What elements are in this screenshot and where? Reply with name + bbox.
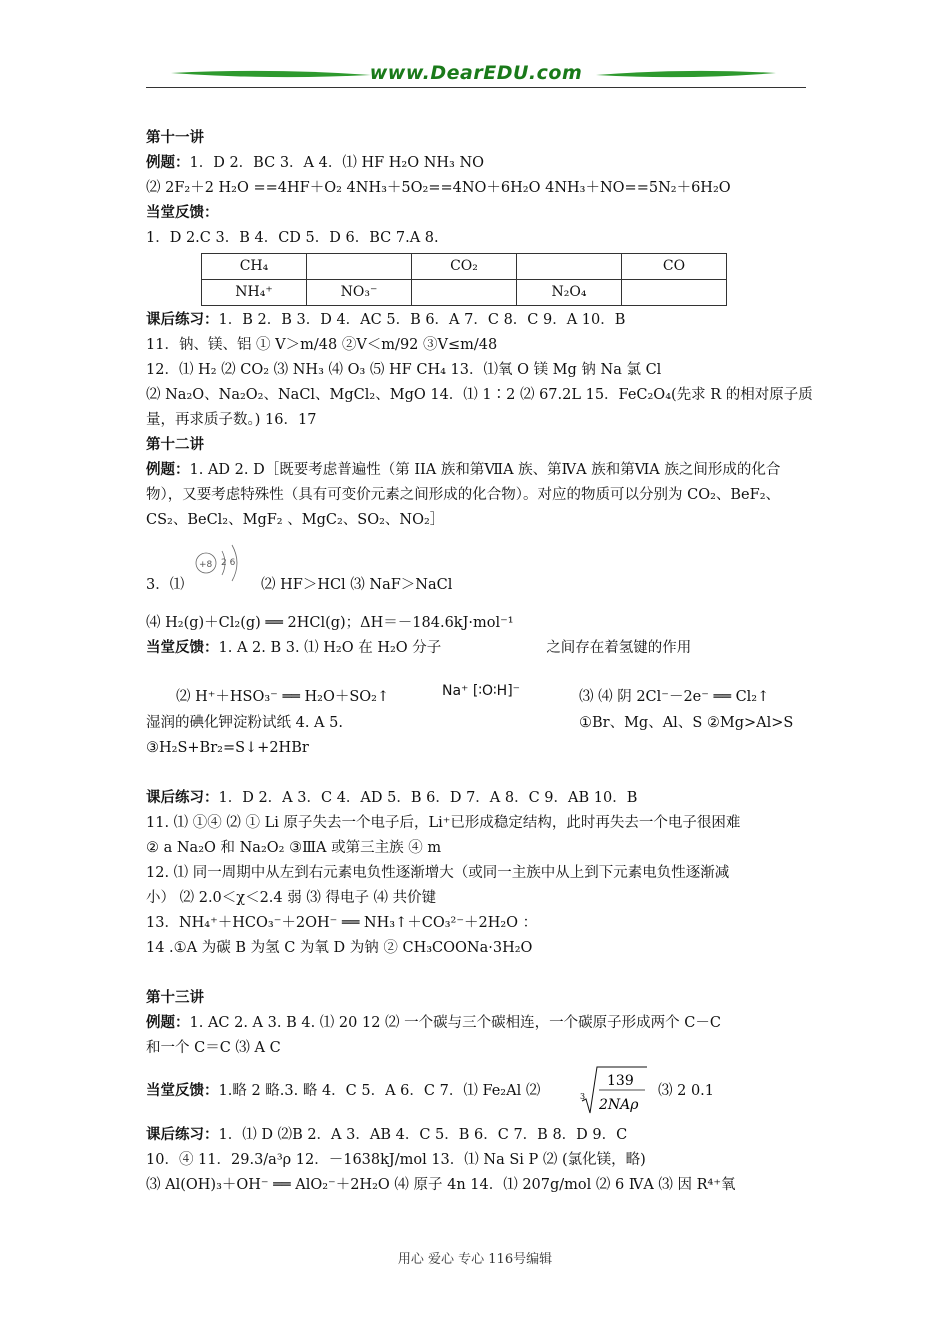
feedback-text: 湿润的碘化钾淀粉试纸 4. A 5. (146, 715, 343, 731)
header-rule (146, 87, 806, 88)
right-swoosh-decoration (596, 70, 776, 80)
examples-label: 例题： (146, 155, 190, 171)
homework-label: 课后练习： (146, 790, 219, 806)
feedback-text: 1. A 2. B 3. ⑴ H₂O 在 H₂O 分子 (218, 640, 442, 656)
feedback-electrolysis: ⑶ ⑷ 阴 2Cl⁻－2e⁻ ══ Cl₂↑ (579, 689, 770, 705)
homework-line: 11. ⑴ ①④ ⑵ ① Li 原子失去一个电子后，Li⁺已形成稳定结构，此时再失去一个电子很困难 (146, 815, 741, 831)
lecture11-examples-cont: ⑵ 2F₂＋2 H₂O ==4HF＋O₂ 4NH₃＋5O₂==4NO＋6H₂O 4NH₃＋NO==5N₂＋6H₂O (146, 180, 731, 196)
homework-line: 量，再求质子数。) 16．17 (146, 412, 317, 428)
homework-line: 14 .①A 为碳 B 为氢 C 为氧 D 为钠 ② CH₃COONa·3H₂O (146, 940, 533, 956)
feedback-row-3 (146, 711, 808, 736)
homework-text: 1．B 2．B 3．D 4．AC 5．B 6．A 7．C 8．C 9．A 10．B (218, 312, 626, 328)
homework-label: 课后练习： (146, 312, 219, 328)
homework-line: 13．NH₄⁺＋HCO₃⁻＋2OH⁻ ══ NH₃↑＋CO₃²⁻＋2H₂O ： (146, 915, 538, 931)
site-logo: www.DearEDU.com (369, 62, 583, 84)
lecture12-feedback (146, 636, 808, 661)
example3-rest: ⑵ HF＞HCl ⑶ NaF＞NaCl (261, 577, 453, 593)
electron-shell-label: 2 6 (221, 558, 236, 568)
homework-label: 课后练习： (146, 1127, 219, 1143)
lecture12-examples (146, 458, 808, 533)
feedback-tail: ⑶ 2 0.1 (658, 1083, 715, 1099)
lecture11-title: 第十一讲 (146, 130, 204, 146)
table-cell: CO (622, 254, 727, 280)
lecture13-examples (146, 1011, 808, 1036)
homework-line: 12. ⑴ 同一周期中从左到右元素电负性逐渐增大（或同一主族中从上到下元素电负性逐渐减 (146, 865, 730, 881)
table-cell: NH₄⁺ (202, 280, 307, 306)
examples-text: 1. AC 2. A 3. B 4. ⑴ 20 12 ⑵ 一个碳与三个碳相连，一个碳原子形成两个 C－C (189, 1015, 721, 1031)
lecture12-homework (146, 786, 808, 811)
homework-line: 10．④ 11．29.3/a³ρ 12．－1638kJ/mol 13．⑴ Na Si P ⑵ (氯化镁，略) (146, 1152, 646, 1168)
homework-line: ⑵ Na₂O、Na₂O₂、NaCl、MgCl₂、MgO 14．⑴ 1∶2 ⑵ 67.2L 15．FeC₂O₄(先求 R 的相对原子质 (146, 387, 813, 403)
table-cell (307, 254, 412, 280)
table-cell (517, 254, 622, 280)
homework-text: 1．D 2．A 3．C 4．AD 5．B 6．D 7．A 8．C 9．AB 10．B (218, 790, 638, 806)
table-cell: CO₂ (412, 254, 517, 280)
homework-line: 11．钠、镁、铝 ① V＞m/48 ②V＜m/92 ③V≤m/48 (146, 337, 498, 353)
feedback-text-tail: 之间存在着氢键的作用 (546, 640, 692, 656)
homework-line: 小） ⑵ 2.0＜χ＜2.4 弱 ⑶ 得电子 ⑷ 共价键 (146, 890, 437, 906)
root-numerator: 139 (607, 1073, 634, 1089)
lewis-structure-naoh: Na⁺ [∶O∶H]⁻ (442, 683, 521, 699)
homework-line: ② a Na₂O 和 Na₂O₂ ③ⅢA 或第三主族 ④ m (146, 840, 442, 856)
cube-root-formula (579, 1065, 649, 1117)
example4-equation: ⑷ H₂(g)＋Cl₂(g) ══ 2HCl(g)；ΔH＝－184.6kJ·mol⁻¹ (146, 615, 514, 631)
feedback-text: 1.略 2 略.3. 略 4．C 5．A 6．C 7．⑴ Fe₂Al ⑵ (218, 1083, 541, 1099)
page-header (146, 62, 806, 90)
lecture11-examples (146, 151, 808, 176)
lecture13-title: 第十三讲 (146, 990, 204, 1006)
feedback-text: ①Br、Mg、Al、S ②Mg>Al>S (579, 715, 794, 731)
examples-text: 1. AD 2. D［既要考虑普遍性（第 IIA 族和第ⅦA 族、第ⅣA 族和第ⅥA 族之间形成的化合物），又要考虑特殊性（具有可变价元素之间形成的化合物）。对应的物质可以分别为 CO₂、BeF₂、CS₂、BeCl₂、MgF₂ 、MgC₂、SO₂、NO₂］ (146, 462, 781, 528)
feedback-equation: ⑵ H⁺＋HSO₃⁻ ══ H₂O＋SO₂↑ (176, 689, 390, 705)
table-cell (622, 280, 727, 306)
feedback-label-wrap (146, 1079, 540, 1104)
lecture13-homework (146, 1123, 808, 1148)
isoelectronic-table (201, 253, 727, 306)
lecture11-feedback-label: 当堂反馈： (146, 205, 219, 221)
table-cell: NO₃⁻ (307, 280, 412, 306)
page-footer: 用心 爱心 专心 116号编辑 (397, 1252, 553, 1267)
feedback-row-4: ③H₂S+Br₂=S↓+2HBr (146, 740, 309, 756)
examples-label: 例题： (146, 462, 190, 478)
example3-row (146, 533, 808, 611)
homework-line: ⑶ Al(OH)₃＋OH⁻ ══ AlO₂⁻＋2H₂O ⑷ 原子 4n 14．⑴ 207g/mol ⑵ 6 ⅣA ⑶ 因 R⁴⁺氧 (146, 1177, 736, 1193)
root-denominator: 2NAρ (599, 1097, 639, 1113)
feedback-label: 当堂反馈： (146, 1083, 219, 1099)
examples-text: 1．D 2．BC 3．A 4．⑴ HF H₂O NH₃ NO (189, 155, 485, 171)
lecture12-title: 第十二讲 (146, 437, 204, 453)
table-cell: N₂O₄ (517, 280, 622, 306)
homework-line: 12．⑴ H₂ ⑵ CO₂ ⑶ NH₃ ⑷ O₃ ⑸ HF CH₄ 13．⑴氧 O 镁 Mg 钠 Na 氯 Cl (146, 362, 662, 378)
atom-nucleus-label: +8 (199, 560, 213, 570)
lecture11-homework (146, 308, 808, 333)
lecture13-examples-cont: 和一个 C＝C ⑶ A C (146, 1040, 281, 1056)
table-cell (412, 280, 517, 306)
homework-text: 1．⑴ D ⑵B 2．A 3．AB 4．C 5．B 6．C 7．B 8．D 9．C (218, 1127, 628, 1143)
answer-content (146, 126, 813, 1198)
lecture11-feedback-text: 1．D 2.C 3．B 4．CD 5．D 6．BC 7.A 8. (146, 230, 439, 246)
oxygen-atom-structure-diagram (190, 541, 250, 591)
examples-label: 例题： (146, 1015, 190, 1031)
root-index: 3 (580, 1092, 586, 1101)
feedback-label: 当堂反馈： (146, 640, 219, 656)
table-cell: CH₄ (202, 254, 307, 280)
lecture13-feedback-row (146, 1061, 808, 1123)
example3-prefix: 3．⑴ (146, 577, 185, 593)
feedback-row-2 (146, 661, 808, 711)
